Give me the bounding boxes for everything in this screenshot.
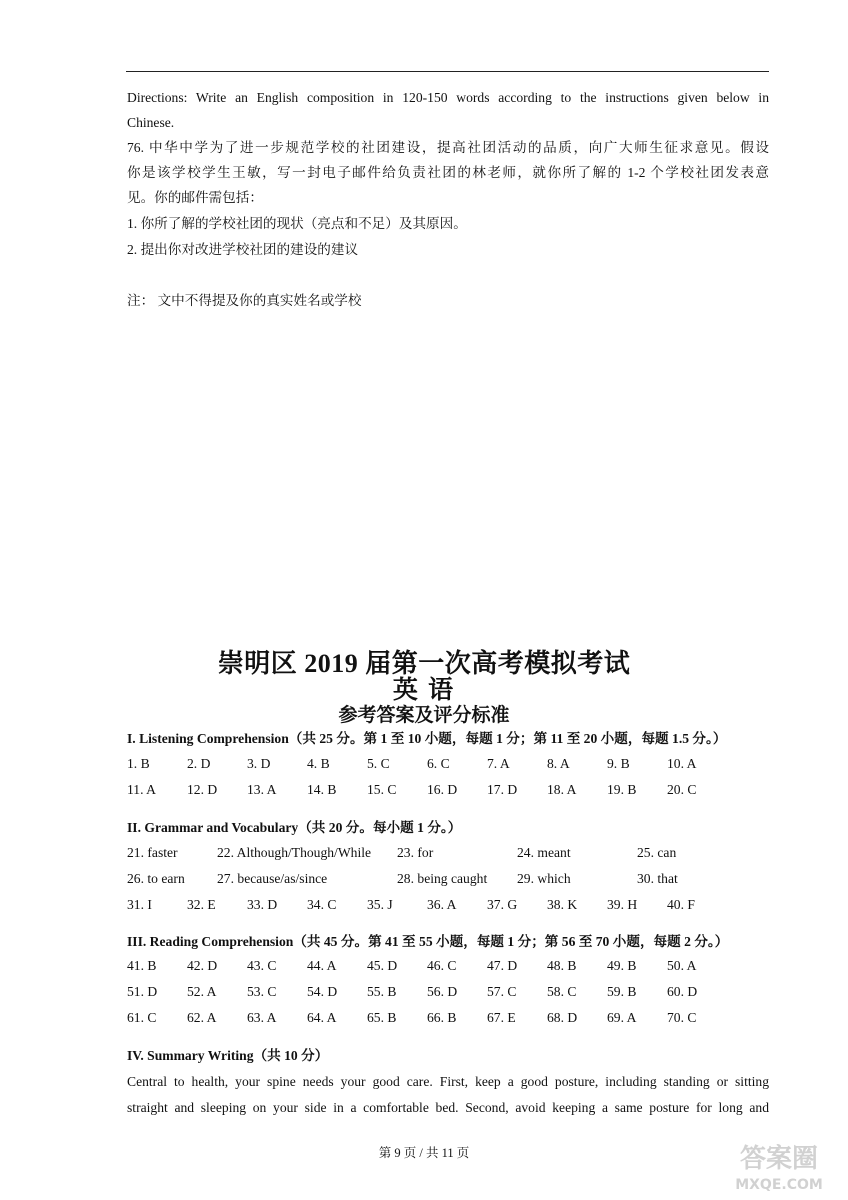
answer-item: 16. D	[427, 782, 458, 797]
answer-item: 63. A	[247, 1010, 277, 1025]
answer-item: 24. meant	[517, 845, 571, 860]
answer-item: 31. I	[127, 897, 152, 912]
answer-item: 17. D	[487, 782, 518, 797]
answer-item: 57. C	[487, 984, 517, 999]
answer-item: 48. B	[547, 958, 577, 973]
answer-item: 38. K	[547, 897, 578, 912]
section-3-heading: III. Reading Comprehension（共 45 分。第 41 至 55 小题，每题 1 分；第 56 至 70 小题，每题 2 分。）	[127, 934, 729, 949]
question-76-line-3: 见。你的邮件需包括：	[127, 190, 263, 205]
answer-item: 49. B	[607, 958, 637, 973]
answer-item: 1. B	[127, 756, 150, 771]
answer-item: 22. Although/Though/While	[217, 845, 372, 860]
answer-item: 34. C	[307, 897, 337, 912]
answer-item: 7. A	[487, 756, 510, 771]
answer-item: 3. D	[247, 756, 271, 771]
answer-item: 70. C	[667, 1010, 697, 1025]
answer-item: 59. B	[607, 984, 637, 999]
answer-item: 9. B	[607, 756, 630, 771]
answer-item: 33. D	[247, 897, 278, 912]
answer-item: 54. D	[307, 984, 338, 999]
answer-item: 37. G	[487, 897, 518, 912]
answer-item: 8. A	[547, 756, 570, 771]
answer-item: 14. B	[307, 782, 337, 797]
answer-item: 11. A	[127, 782, 156, 797]
page-number: 第 9 页 / 共 11 页	[378, 1146, 470, 1160]
requirement-point-1: 1. 你所了解的学校社团的现状（亮点和不足）及其原因。	[127, 216, 467, 231]
answer-item: 43. C	[247, 958, 277, 973]
answer-item: 12. D	[187, 782, 218, 797]
answer-item: 58. C	[547, 984, 577, 999]
section-2-heading: II. Grammar and Vocabulary（共 20 分。每小题 1 分。）	[127, 820, 462, 835]
answer-item: 56. D	[427, 984, 458, 999]
answer-item: 4. B	[307, 756, 330, 771]
requirement-point-2: 2. 提出你对改进学校社团的建设的建议	[127, 242, 359, 257]
answer-item: 46. C	[427, 958, 457, 973]
answer-item: 40. F	[667, 897, 695, 912]
exam-title: 崇明区 2019 届第一次高考模拟考试	[217, 649, 631, 678]
answer-item: 67. E	[487, 1010, 516, 1025]
answer-item: 64. A	[307, 1010, 337, 1025]
summary-line-1: Central to health, your spine needs your good care. First, keep a good posture, including standing or sitting	[127, 1074, 769, 1089]
answer-item: 68. D	[547, 1010, 578, 1025]
answer-item: 26. to earn	[127, 871, 185, 886]
subject-title: 英 语	[392, 677, 456, 704]
answer-item: 15. C	[367, 782, 397, 797]
answer-item: 18. A	[547, 782, 577, 797]
answer-item: 20. C	[667, 782, 697, 797]
watermark-url: MXQE.COM	[735, 1177, 823, 1193]
answer-item: 66. B	[427, 1010, 457, 1025]
composition-note: 注： 文中不得提及你的真实姓名或学校	[127, 293, 362, 308]
answer-item: 2. D	[187, 756, 211, 771]
answer-item: 5. C	[367, 756, 390, 771]
summary-line-2: straight and sleeping on your side in a comfortable bed. Second, avoid keeping a same posture for long and	[127, 1100, 769, 1115]
answer-item: 23. for	[397, 845, 434, 860]
answer-item: 47. D	[487, 958, 518, 973]
section-1-heading: I. Listening Comprehension（共 25 分。第 1 至 10 小题，每题 1 分；第 11 至 20 小题，每题 1.5 分。）	[127, 731, 727, 746]
directions-line-1: Directions: Write an English composition in 120-150 words according to the instructions given below in	[127, 90, 769, 105]
watermark-text: 答案圈	[739, 1144, 819, 1174]
question-76-line-2: 你是该学校学生王敏，写一封电子邮件给负责社团的林老师，就你所了解的 1-2 个学校社团发表意	[127, 165, 769, 180]
directions-line-2: Chinese.	[127, 115, 175, 130]
answer-item: 45. D	[367, 958, 398, 973]
section-4-heading: IV. Summary Writing（共 10 分）	[127, 1048, 329, 1063]
answer-item: 32. E	[187, 897, 216, 912]
answer-item: 41. B	[127, 958, 157, 973]
answer-item: 69. A	[607, 1010, 637, 1025]
answer-item: 62. A	[187, 1010, 217, 1025]
answer-item: 28. being caught	[397, 871, 488, 886]
answer-item: 39. H	[607, 897, 638, 912]
question-76-line-1: 76. 中华中学为了进一步规范学校的社团建设，提高社团活动的品质，向广大师生征求意见。假设	[127, 140, 769, 155]
answer-item: 65. B	[367, 1010, 397, 1025]
answer-item: 36. A	[427, 897, 457, 912]
answer-item: 35. J	[367, 897, 393, 912]
header-rule	[126, 71, 769, 72]
answer-item: 13. A	[247, 782, 277, 797]
answer-item: 50. A	[667, 958, 697, 973]
answer-item: 44. A	[307, 958, 337, 973]
answer-item: 25. can	[637, 845, 677, 860]
answer-item: 51. D	[127, 984, 158, 999]
watermark-logo	[720, 1135, 838, 1195]
answer-item: 52. A	[187, 984, 217, 999]
answer-item: 61. C	[127, 1010, 157, 1025]
answer-item: 6. C	[427, 756, 450, 771]
answer-item: 42. D	[187, 958, 218, 973]
answer-item: 53. C	[247, 984, 277, 999]
answer-item: 27. because/as/since	[217, 871, 328, 886]
answer-item: 60. D	[667, 984, 698, 999]
answer-item: 21. faster	[127, 845, 178, 860]
answer-item: 30. that	[637, 871, 678, 886]
answer-item: 19. B	[607, 782, 637, 797]
answer-key-subtitle: 参考答案及评分标准	[338, 705, 510, 726]
answer-item: 29. which	[517, 871, 571, 886]
answer-item: 55. B	[367, 984, 397, 999]
answer-item: 10. A	[667, 756, 697, 771]
